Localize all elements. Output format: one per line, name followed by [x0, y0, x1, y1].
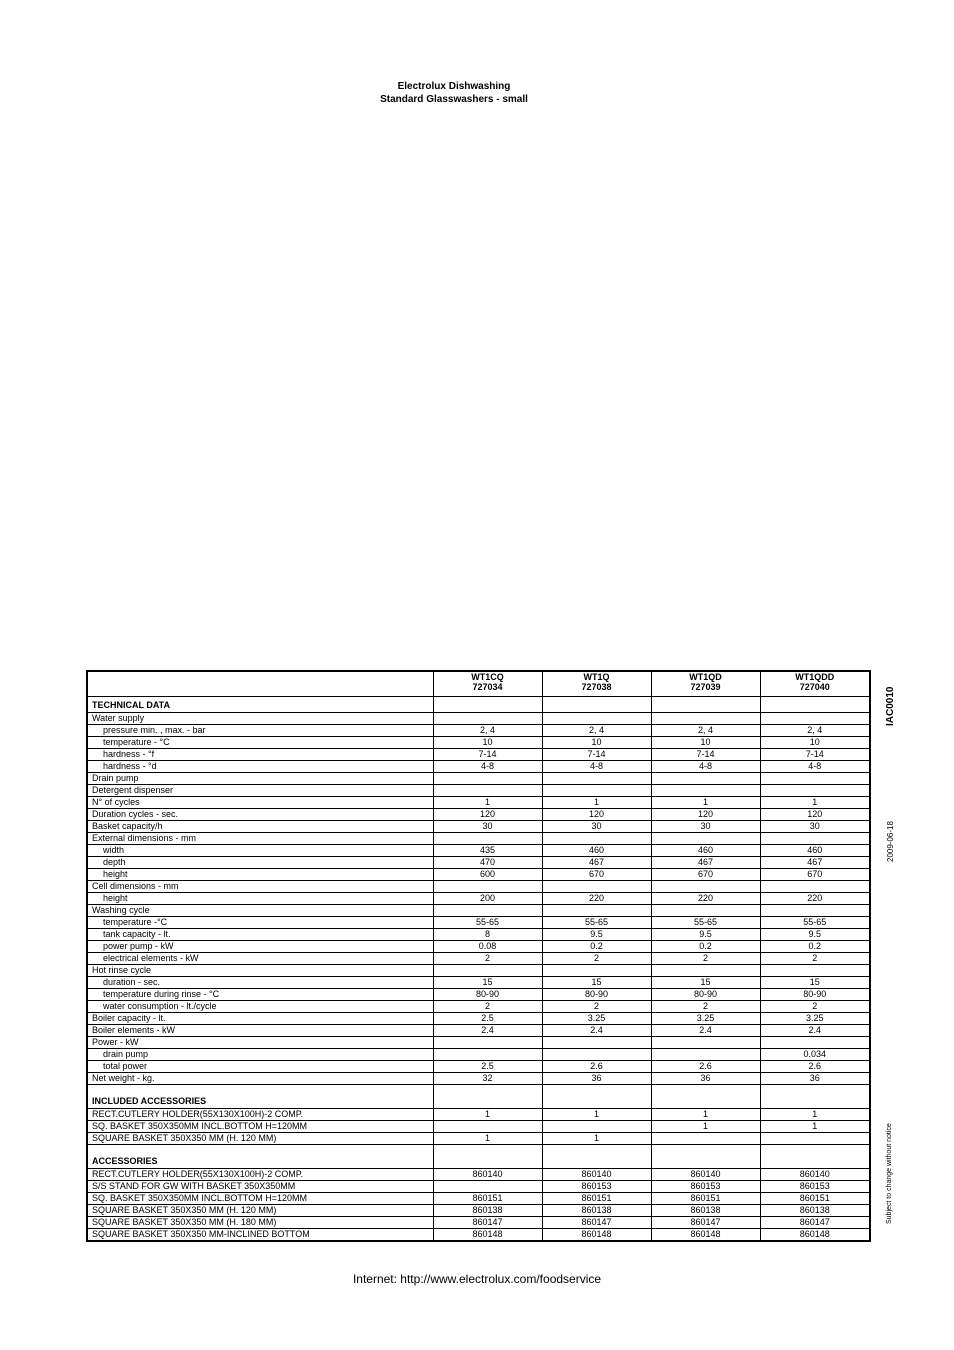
value-cell [651, 1085, 760, 1109]
header-blank-cell [87, 671, 433, 697]
table-row [87, 905, 870, 917]
value-cell: 670 [760, 869, 870, 881]
value-cell [651, 905, 760, 917]
value-cell [542, 1085, 651, 1109]
value-cell: 670 [651, 869, 760, 881]
value-cell: 1 [760, 797, 870, 809]
row-label: N° of cycles [87, 797, 433, 809]
value-cell: 15 [433, 977, 542, 989]
value-cell: 4-8 [760, 761, 870, 773]
row-label: Hot rinse cycle [87, 965, 433, 977]
model-name: WT1Q [583, 672, 610, 682]
document-title [0, 80, 908, 106]
value-cell: 860147 [433, 1217, 542, 1229]
section-row [87, 1085, 870, 1109]
value-cell: 670 [542, 869, 651, 881]
value-cell [760, 1133, 870, 1145]
value-cell: 600 [433, 869, 542, 881]
value-cell: 860138 [433, 1205, 542, 1217]
value-cell: 460 [542, 845, 651, 857]
model-name: WT1QDD [795, 672, 835, 682]
value-cell: 467 [760, 857, 870, 869]
row-label: INCLUDED ACCESSORIES [87, 1085, 433, 1109]
table-row [87, 1205, 870, 1217]
table-row [87, 1193, 870, 1205]
value-cell [433, 1085, 542, 1109]
value-cell: 0.034 [760, 1049, 870, 1061]
value-cell: 30 [542, 821, 651, 833]
table-row [87, 881, 870, 893]
value-cell [433, 905, 542, 917]
value-cell: 80-90 [433, 989, 542, 1001]
model-header-cell [651, 671, 760, 697]
value-cell [433, 1049, 542, 1061]
title-brand: Electrolux Dishwashing [397, 81, 511, 92]
row-label: hardness - °f [87, 749, 433, 761]
value-cell: 10 [651, 737, 760, 749]
value-cell: 2.4 [651, 1025, 760, 1037]
value-cell: 860148 [651, 1229, 760, 1242]
value-cell: 220 [760, 893, 870, 905]
table-row [87, 1001, 870, 1013]
value-cell [433, 697, 542, 713]
table-row [87, 917, 870, 929]
value-cell [433, 1121, 542, 1133]
value-cell: 860148 [760, 1229, 870, 1242]
value-cell [760, 785, 870, 797]
value-cell: 2, 4 [542, 725, 651, 737]
table-row [87, 857, 870, 869]
value-cell: 860153 [760, 1181, 870, 1193]
value-cell [760, 773, 870, 785]
table-row [87, 1037, 870, 1049]
table-row [87, 989, 870, 1001]
value-cell: 15 [542, 977, 651, 989]
value-cell [760, 713, 870, 725]
value-cell: 9.5 [542, 929, 651, 941]
table-row [87, 749, 870, 761]
row-label: Water supply [87, 713, 433, 725]
table-row [87, 1109, 870, 1121]
value-cell [760, 881, 870, 893]
row-label: Basket capacity/h [87, 821, 433, 833]
value-cell: 15 [651, 977, 760, 989]
value-cell: 36 [760, 1073, 870, 1085]
value-cell [651, 833, 760, 845]
value-cell [542, 773, 651, 785]
value-cell: 30 [760, 821, 870, 833]
value-cell [433, 713, 542, 725]
model-name: WT1QD [689, 672, 722, 682]
value-cell: 30 [433, 821, 542, 833]
value-cell [651, 697, 760, 713]
value-cell: 2 [433, 1001, 542, 1013]
value-cell [542, 713, 651, 725]
row-label: height [87, 869, 433, 881]
value-cell: 8 [433, 929, 542, 941]
value-cell: 80-90 [651, 989, 760, 1001]
row-label: Boiler capacity - lt. [87, 1013, 433, 1025]
row-label: depth [87, 857, 433, 869]
row-label: hardness - °d [87, 761, 433, 773]
value-cell: 1 [542, 1133, 651, 1145]
value-cell: 120 [542, 809, 651, 821]
model-name: WT1CQ [471, 672, 504, 682]
row-label: Detergent dispenser [87, 785, 433, 797]
disclaimer-note: Subject to change without notice [886, 1123, 893, 1224]
value-cell: 2.4 [542, 1025, 651, 1037]
value-cell [760, 1145, 870, 1169]
value-cell [433, 833, 542, 845]
value-cell: 10 [760, 737, 870, 749]
table-row [87, 1061, 870, 1073]
value-cell [651, 881, 760, 893]
row-label: S/S STAND FOR GW WITH BASKET 350X350MM [87, 1181, 433, 1193]
value-cell: 4-8 [433, 761, 542, 773]
row-label: tank capacity - lt. [87, 929, 433, 941]
value-cell [542, 881, 651, 893]
row-label: SQ. BASKET 350X350MM INCL.BOTTOM H=120MM [87, 1193, 433, 1205]
value-cell: 860153 [651, 1181, 760, 1193]
row-label: temperature - °C [87, 737, 433, 749]
value-cell: 2.6 [542, 1061, 651, 1073]
value-cell [760, 965, 870, 977]
row-label: pressure min. , max. - bar [87, 725, 433, 737]
value-cell [542, 1121, 651, 1133]
document-date: 2009-06-18 [886, 821, 895, 862]
value-cell [542, 1145, 651, 1169]
value-cell: 120 [651, 809, 760, 821]
row-label: temperature during rinse - °C [87, 989, 433, 1001]
row-label: Boiler elements - kW [87, 1025, 433, 1037]
table-row [87, 833, 870, 845]
value-cell [433, 785, 542, 797]
value-cell: 55-65 [433, 917, 542, 929]
value-cell: 860140 [760, 1169, 870, 1181]
table-row [87, 929, 870, 941]
value-cell: 860147 [651, 1217, 760, 1229]
value-cell: 7-14 [542, 749, 651, 761]
value-cell: 55-65 [651, 917, 760, 929]
row-label: drain pump [87, 1049, 433, 1061]
value-cell: 860153 [542, 1181, 651, 1193]
row-label: water consumption - lt./cycle [87, 1001, 433, 1013]
row-label: External dimensions - mm [87, 833, 433, 845]
value-cell: 860148 [542, 1229, 651, 1242]
table-row [87, 797, 870, 809]
table-row [87, 713, 870, 725]
value-cell: 467 [542, 857, 651, 869]
table-row [87, 1013, 870, 1025]
value-cell: 10 [542, 737, 651, 749]
value-cell [542, 1049, 651, 1061]
table-row [87, 1229, 870, 1242]
table-row [87, 845, 870, 857]
value-cell: 2.6 [760, 1061, 870, 1073]
value-cell [651, 1133, 760, 1145]
value-cell: 7-14 [433, 749, 542, 761]
value-cell [651, 965, 760, 977]
value-cell: 860147 [760, 1217, 870, 1229]
value-cell: 2.4 [760, 1025, 870, 1037]
table-row [87, 1049, 870, 1061]
table-row [87, 725, 870, 737]
section-row [87, 697, 870, 713]
row-label: electrical elements - kW [87, 953, 433, 965]
value-cell: 80-90 [760, 989, 870, 1001]
table-row [87, 1169, 870, 1181]
value-cell: 1 [760, 1109, 870, 1121]
value-cell [760, 1085, 870, 1109]
value-cell: 2 [433, 953, 542, 965]
table-row [87, 893, 870, 905]
value-cell: 2 [760, 1001, 870, 1013]
table-row [87, 1025, 870, 1037]
value-cell: 3.25 [651, 1013, 760, 1025]
value-cell: 2, 4 [433, 725, 542, 737]
value-cell [651, 785, 760, 797]
value-cell [433, 1037, 542, 1049]
value-cell: 1 [433, 1109, 542, 1121]
value-cell [760, 905, 870, 917]
value-cell: 120 [760, 809, 870, 821]
value-cell: 36 [651, 1073, 760, 1085]
table-row [87, 977, 870, 989]
section-row [87, 1145, 870, 1169]
value-cell: 0.08 [433, 941, 542, 953]
row-label: Duration cycles - sec. [87, 809, 433, 821]
table-row [87, 761, 870, 773]
row-label: SQUARE BASKET 350X350 MM (H. 120 MM) [87, 1205, 433, 1217]
row-label: Washing cycle [87, 905, 433, 917]
value-cell: 860138 [651, 1205, 760, 1217]
value-cell [542, 1037, 651, 1049]
value-cell [542, 833, 651, 845]
model-code: 727038 [581, 682, 612, 692]
row-label: SQ. BASKET 350X350MM INCL.BOTTOM H=120MM [87, 1121, 433, 1133]
value-cell: 860140 [651, 1169, 760, 1181]
table-row [87, 1181, 870, 1193]
row-label: SQUARE BASKET 350X350 MM (H. 180 MM) [87, 1217, 433, 1229]
value-cell: 860151 [760, 1193, 870, 1205]
table-row [87, 773, 870, 785]
value-cell: 7-14 [651, 749, 760, 761]
value-cell: 9.5 [760, 929, 870, 941]
value-cell: 2.4 [433, 1025, 542, 1037]
value-cell: 2.5 [433, 1061, 542, 1073]
value-cell: 860140 [542, 1169, 651, 1181]
row-label: duration - sec. [87, 977, 433, 989]
value-cell: 4-8 [542, 761, 651, 773]
value-cell [651, 1049, 760, 1061]
value-cell: 15 [760, 977, 870, 989]
value-cell: 0.2 [651, 941, 760, 953]
value-cell [433, 773, 542, 785]
technical-data-table [86, 670, 871, 1242]
value-cell [433, 881, 542, 893]
value-cell: 1 [542, 1109, 651, 1121]
value-cell: 55-65 [542, 917, 651, 929]
value-cell: 55-65 [760, 917, 870, 929]
value-cell: 200 [433, 893, 542, 905]
value-cell [542, 785, 651, 797]
value-cell: 30 [651, 821, 760, 833]
model-code: 727040 [799, 682, 830, 692]
value-cell [651, 713, 760, 725]
table-row [87, 785, 870, 797]
value-cell: 860140 [433, 1169, 542, 1181]
value-cell: 1 [433, 797, 542, 809]
row-label: height [87, 893, 433, 905]
model-header-row [87, 671, 870, 697]
row-label: total power [87, 1061, 433, 1073]
value-cell: 1 [433, 1133, 542, 1145]
value-cell [651, 1145, 760, 1169]
value-cell: 1 [651, 1121, 760, 1133]
table-row [87, 1121, 870, 1133]
row-label: ACCESSORIES [87, 1145, 433, 1169]
row-label: SQUARE BASKET 350X350 MM (H. 120 MM) [87, 1133, 433, 1145]
value-cell [651, 1037, 760, 1049]
value-cell: 3.25 [760, 1013, 870, 1025]
value-cell [433, 1145, 542, 1169]
value-cell: 860147 [542, 1217, 651, 1229]
footer-url: Internet: http://www.electrolux.com/foodservice [352, 1272, 602, 1286]
spec-rows [87, 697, 870, 1242]
value-cell: 1 [651, 797, 760, 809]
value-cell: 467 [651, 857, 760, 869]
row-label: width [87, 845, 433, 857]
value-cell: 9.5 [651, 929, 760, 941]
model-header-cell [542, 671, 651, 697]
value-cell: 80-90 [542, 989, 651, 1001]
value-cell [542, 965, 651, 977]
value-cell: 2 [651, 1001, 760, 1013]
row-label: Cell dimensions - mm [87, 881, 433, 893]
value-cell: 860151 [542, 1193, 651, 1205]
value-cell: 2, 4 [760, 725, 870, 737]
value-cell: 860138 [542, 1205, 651, 1217]
model-header-cell [433, 671, 542, 697]
row-label: RECT.CUTLERY HOLDER(55X130X100H)-2 COMP. [87, 1109, 433, 1121]
row-label: SQUARE BASKET 350X350 MM-INCLINED BOTTOM [87, 1229, 433, 1242]
value-cell [433, 1181, 542, 1193]
table-row [87, 737, 870, 749]
value-cell: 7-14 [760, 749, 870, 761]
row-label: Net weight - kg. [87, 1073, 433, 1085]
model-code: 727039 [690, 682, 721, 692]
value-cell: 2 [651, 953, 760, 965]
value-cell: 2.5 [433, 1013, 542, 1025]
table-row [87, 941, 870, 953]
model-header-cell [760, 671, 870, 697]
model-code: 727034 [472, 682, 503, 692]
value-cell: 2, 4 [651, 725, 760, 737]
value-cell: 10 [433, 737, 542, 749]
value-cell: 32 [433, 1073, 542, 1085]
value-cell: 0.2 [760, 941, 870, 953]
value-cell: 1 [760, 1121, 870, 1133]
value-cell: 860151 [433, 1193, 542, 1205]
value-cell [760, 1037, 870, 1049]
table-row [87, 869, 870, 881]
value-cell: 1 [651, 1109, 760, 1121]
row-label: TECHNICAL DATA [87, 697, 433, 713]
row-label: Power - kW [87, 1037, 433, 1049]
row-label: temperature -°C [87, 917, 433, 929]
row-label: Drain pump [87, 773, 433, 785]
row-label: power pump - kW [87, 941, 433, 953]
table-row [87, 953, 870, 965]
value-cell: 460 [651, 845, 760, 857]
value-cell: 470 [433, 857, 542, 869]
value-cell: 220 [542, 893, 651, 905]
value-cell: 2 [542, 953, 651, 965]
value-cell: 2.6 [651, 1061, 760, 1073]
value-cell: 435 [433, 845, 542, 857]
value-cell [433, 965, 542, 977]
value-cell [760, 697, 870, 713]
table-row [87, 1073, 870, 1085]
table-row [87, 965, 870, 977]
row-label: RECT.CUTLERY HOLDER(55X130X100H)-2 COMP. [87, 1169, 433, 1181]
value-cell [542, 905, 651, 917]
table-row [87, 1133, 870, 1145]
value-cell: 0.2 [542, 941, 651, 953]
value-cell: 220 [651, 893, 760, 905]
value-cell: 460 [760, 845, 870, 857]
value-cell: 2 [760, 953, 870, 965]
value-cell: 1 [542, 797, 651, 809]
value-cell: 120 [433, 809, 542, 821]
value-cell [542, 697, 651, 713]
value-cell: 36 [542, 1073, 651, 1085]
table-row [87, 1217, 870, 1229]
value-cell: 860151 [651, 1193, 760, 1205]
value-cell: 860138 [760, 1205, 870, 1217]
value-cell: 4-8 [651, 761, 760, 773]
document-code: IAC0010 [885, 686, 896, 726]
value-cell [651, 773, 760, 785]
table-row [87, 809, 870, 821]
title-product-line: Standard Glasswashers - small [380, 94, 528, 105]
value-cell: 860148 [433, 1229, 542, 1242]
value-cell: 3.25 [542, 1013, 651, 1025]
value-cell: 2 [542, 1001, 651, 1013]
value-cell [760, 833, 870, 845]
table-row [87, 821, 870, 833]
